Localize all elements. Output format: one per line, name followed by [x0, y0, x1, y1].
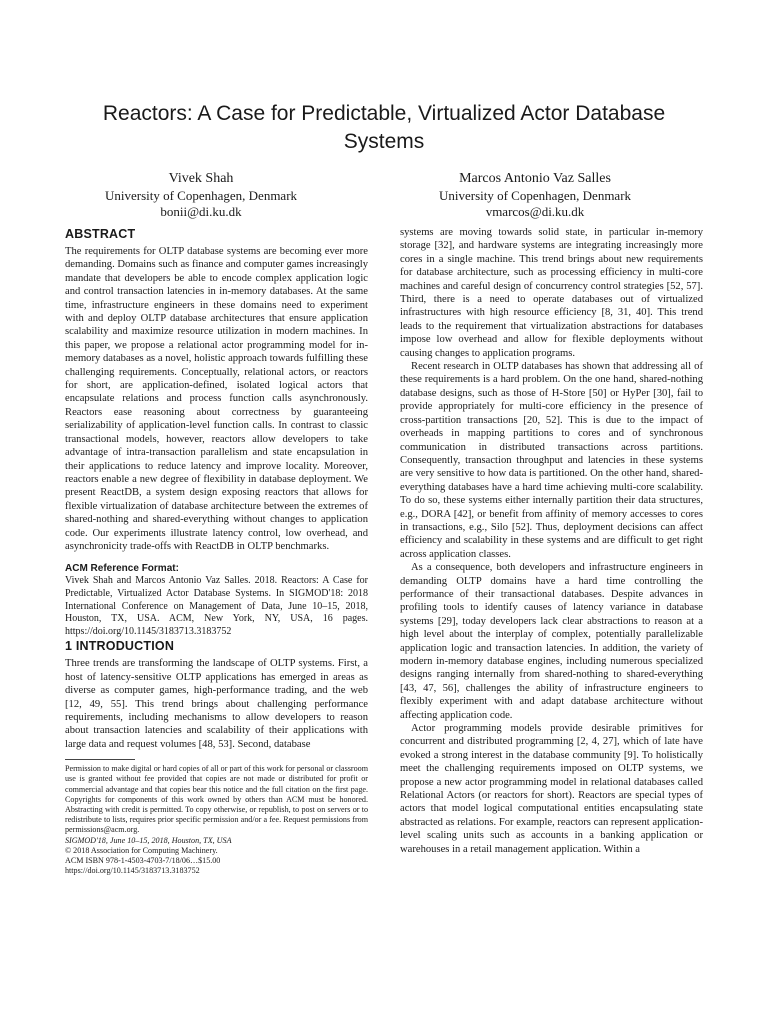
author-name: Vivek Shah: [168, 171, 234, 186]
isbn-line: ACM ISBN 978-1-4503-4703-7/18/06…$15.00: [65, 855, 221, 865]
venue-line: SIGMOD'18, June 10–15, 2018, Houston, TX, USA: [65, 835, 232, 845]
right-column: [400, 226, 703, 856]
author-block-1: [51, 170, 351, 220]
paper-title: Reactors: A Case for Predictable, Virtualized Actor Database Systems: [102, 102, 666, 153]
left-column: [65, 226, 368, 876]
introduction-text: Three trends are transforming the landscape of OLTP systems. First, a host of latency-sensitive OLTP applications has emerged in areas as diverse as computer games, high-performance trading, and the web [12, 49, 55]. This trend brings about challenging performance requirements, including mechanisms to allow developers to reason about transaction latencies and scalability of their applications with large data and request volumes [48, 53]. Second, database: [65, 658, 368, 750]
author-name: Marcos Antonio Vaz Salles: [459, 171, 611, 186]
author-email: vmarcos@di.ku.dk: [485, 204, 585, 219]
paragraph: systems are moving towards solid state, in particular in-memory storage [32], and hardware systems are integrating increasingly more cores in a single machine. This trend brings about new requirements for database architecture, such as processing efficiency in multi-core machines and careful design of concurrency control strategies [52, 57]. Third, there is a need to operate databases out of virtualized infrastructures with high resource efficiency [8, 31, 40]. This trend leads to the requirement that virtualization abstractions for databases impose low overhead and allow for flexible deployments without causing changes to application programs.: [400, 227, 703, 359]
doi-link[interactable]: https://doi.org/10.1145/3183713.3183752: [65, 866, 200, 876]
author-email: bonii@di.ku.dk: [160, 204, 242, 219]
paragraph: Actor programming models provide desirable primitives for concurrent and distributed programming [2, 4, 27], which of late have evoked a strong interest in the database community [9]. To holistically meet the challenging requirements imposed on OLTP systems, we propose a new actor programming model in relational databases called Relational Actors (or reactors for short). Reactors are special types of actors that model logical computational entities encapsulating state abstracted as relations. For example, reactors can represent application-level scaling units such as accounts in a banking application or warehouses in a retail management application. Within a: [400, 723, 703, 855]
acm-reference-text: Vivek Shah and Marcos Antonio Vaz Salles. 2018. Reactors: A Case for Predictable, Virtualized Actor Database Systems. In SIGMOD'18: 2018 International Conference on Management of Data, June 10–15, 2018, Houston, TX, USA. ACM, New York, NY, USA, 16 pages. https://doi.org/10.1145/3183713.3183752: [65, 575, 368, 637]
footnote-rule: [65, 759, 135, 760]
author-block-2: [385, 170, 685, 220]
abstract-heading: ABSTRACT: [65, 227, 136, 241]
author-affiliation: University of Copenhagen, Denmark: [104, 188, 298, 203]
introduction-heading: 1 INTRODUCTION: [65, 639, 175, 654]
acm-reference-heading: ACM Reference Format:: [65, 563, 179, 575]
abstract-text: The requirements for OLTP database systems are becoming ever more demanding. Domains such as finance and computer games increasingly mandate that developers be able to encode complex application logic and control transaction latencies in in-memory databases. At the same time, infrastructure engineers in these domains need to experiment with and deploy OLTP database architectures that ensure application scalability and maximize resource utilization in modern machines. In this paper, we propose a relational actor programming model for in-memory databases as a novel, holistic approach towards fulfilling these challenging requirements. Conceptually, relational actors, or reactors for short, are application-defined, isolated logical actors that encapsulate relations and process function calls asynchronously. Reactors ease reasoning about correctness by guaranteeing serializability of application-level function calls. In contrast to classic transactional models, however, reactors allow developers to take advantage of intra-transaction parallelism and state encapsulation in their applications to reduce latency and improve locality. Moreover, reactors enable a new degree of flexibility in database deployment. We present ReactDB, a system design exposing reactors that allows for flexible virtualization of database architecture between the extremes of shared-nothing and shared-everything without changes to application code. Our experiments illustrate latency control, low overhead, and asynchronicity trade-offs with ReactDB in OLTP benchmarks.: [65, 246, 368, 552]
paragraph: As a consequence, both developers and infrastructure engineers in demanding OLTP domains have a hard time controlling the performance of their transactional databases. Despite advances in profiling tools to identify causes of latency variance in database systems [29], today developers lack clear abstractions to reason at a high level about the interplay of complex, potentially parallelizable application logic and transaction latencies. In addition, the variety of modern in-memory database engines, including numerous specialized designs ranging internally from shared-nothing to shared-everything [43, 47, 56], challenges the ability of infrastructure engineers to flexibly experiment with and adapt database architecture without affecting application code.: [400, 562, 703, 721]
copyright-line: © 2018 Association for Computing Machinery.: [65, 845, 218, 855]
paragraph: Recent research in OLTP databases has shown that addressing all of these requirements is a hard problem. On the one hand, shared-nothing database designs, such as those of H-Store [50] or HyPer [30], fail to provide appropriately for multi-core efficiency in the presence of cross-partition transactions [20, 52]. This is due to the impact of overheads in mapping partitions to cores and of synchronous communication in distributed transactions across partitions. Consequently, transaction throughput and latencies in these systems are very sensitive to how data is partitioned. On the other hand, shared-everything databases have a hard time achieving multi-core scalability. To do so, these systems either internally partition their data structures, e.g., DORA [42], or benefit from affinity of memory accesses to cores in transactions, e.g., Silo [52]. Thus, deployment decisions can affect efficiency and scalability in these systems and are difficult to get right across application classes.: [400, 361, 703, 560]
permission-notice: Permission to make digital or hard copies of all or part of this work for personal or classroom use is granted without fee provided that copies are not made or distributed for profit or commercial advantage and that copies bear this notice and the full citation on the first page. Copyrights for components of this work owned by others than ACM must be honored. Abstracting with credit is permitted. To copy otherwise, or republish, to post on servers or to redistribute to lists, requires prior specific permission and/or a fee. Request permissions from permissions@acm.org.: [65, 764, 368, 835]
author-affiliation: University of Copenhagen, Denmark: [438, 188, 632, 203]
